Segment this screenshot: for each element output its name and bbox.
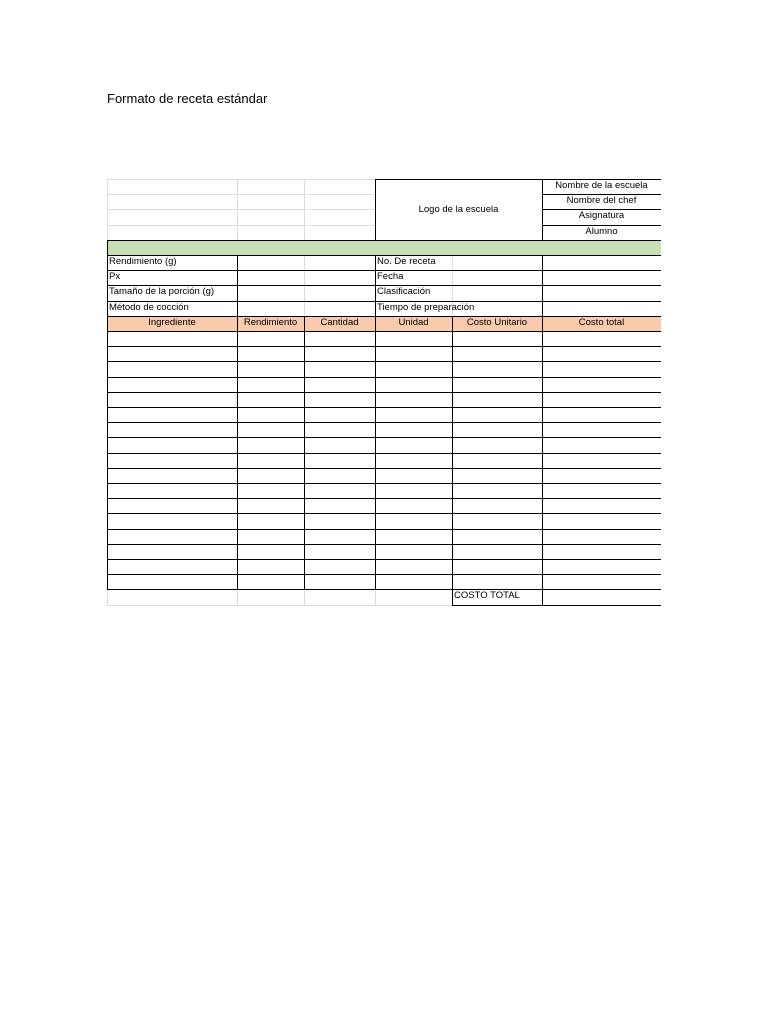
table-cell[interactable] <box>452 453 542 468</box>
table-cell[interactable] <box>304 513 375 529</box>
table-cell[interactable] <box>452 377 542 392</box>
table-cell[interactable] <box>542 361 661 377</box>
border-line <box>107 346 661 347</box>
table-cell[interactable] <box>452 483 542 498</box>
table-cell[interactable] <box>237 529 304 544</box>
table-cell[interactable] <box>375 331 452 346</box>
info-value-left[interactable] <box>237 301 375 316</box>
border-line <box>452 605 661 606</box>
table-cell[interactable] <box>542 346 661 361</box>
table-cell[interactable] <box>237 361 304 377</box>
table-cell[interactable] <box>375 392 452 407</box>
table-cell[interactable] <box>542 437 661 453</box>
table-cell[interactable] <box>107 331 237 346</box>
document-title: Formato de receta estándar <box>107 91 268 106</box>
table-cell[interactable] <box>237 468 304 483</box>
table-cell[interactable] <box>237 513 304 529</box>
table-cell[interactable] <box>375 346 452 361</box>
table-cell[interactable] <box>304 361 375 377</box>
border-line <box>237 255 238 316</box>
table-cell[interactable] <box>375 422 452 437</box>
table-cell[interactable] <box>452 468 542 483</box>
info-value-right[interactable] <box>542 270 661 285</box>
info-label-right: Fecha <box>377 271 404 282</box>
border-line <box>107 270 661 271</box>
table-cell[interactable] <box>542 529 661 544</box>
border-line <box>107 316 661 317</box>
total-label: COSTO TOTAL <box>454 590 520 601</box>
info-value-left[interactable] <box>237 285 375 301</box>
table-cell[interactable] <box>452 346 542 361</box>
table-cell[interactable] <box>375 483 452 498</box>
info-label-left: Px <box>109 271 121 282</box>
table-cell[interactable] <box>304 331 375 346</box>
table-cell[interactable] <box>375 513 452 529</box>
table-cell[interactable] <box>375 559 452 574</box>
column-header: Cantidad <box>320 317 359 328</box>
border-line <box>542 209 661 210</box>
table-cell[interactable] <box>542 331 661 346</box>
border-line <box>107 407 661 408</box>
table-cell[interactable] <box>542 392 661 407</box>
border-line <box>304 316 305 589</box>
border-line <box>107 361 661 362</box>
table-cell[interactable] <box>107 346 237 361</box>
border-line <box>107 285 661 286</box>
table-cell[interactable] <box>237 559 304 574</box>
border-line <box>107 483 661 484</box>
recipe-sheet <box>107 179 661 606</box>
logo-placeholder: Logo de la escuela <box>418 204 499 215</box>
table-cell[interactable] <box>237 422 304 437</box>
border-line <box>107 240 661 241</box>
table-cell[interactable] <box>304 559 375 574</box>
info-label-left: Rendimiento (g) <box>109 256 177 267</box>
table-cell[interactable] <box>452 422 542 437</box>
border-line <box>452 589 453 605</box>
total-value[interactable] <box>542 589 661 605</box>
border-line <box>375 179 661 180</box>
table-cell[interactable] <box>452 529 542 544</box>
column-header: Costo total <box>578 317 625 328</box>
table-cell[interactable] <box>452 392 542 407</box>
info-label-left: Método de cocción <box>109 302 189 313</box>
table-cell[interactable] <box>542 377 661 392</box>
table-cell[interactable] <box>304 453 375 468</box>
table-cell[interactable] <box>542 574 661 589</box>
border-line <box>237 316 238 589</box>
section-band <box>107 240 661 255</box>
table-cell[interactable] <box>375 377 452 392</box>
info-label-right: Tiempo de preparación <box>377 302 475 313</box>
table-cell[interactable] <box>107 483 237 498</box>
info-label-right: No. De receta <box>377 256 436 267</box>
table-cell[interactable] <box>237 377 304 392</box>
table-cell[interactable] <box>107 498 237 513</box>
table-cell[interactable] <box>304 574 375 589</box>
table-cell[interactable] <box>107 513 237 529</box>
table-cell[interactable] <box>107 453 237 468</box>
table-cell[interactable] <box>304 498 375 513</box>
header-field[interactable]: Asignatura <box>542 209 661 225</box>
table-cell[interactable] <box>237 346 304 361</box>
table-cell[interactable] <box>375 498 452 513</box>
table-cell[interactable] <box>237 437 304 453</box>
table-cell[interactable] <box>107 377 237 392</box>
table-cell[interactable] <box>375 574 452 589</box>
table-cell[interactable] <box>304 422 375 437</box>
table-cell[interactable] <box>107 529 237 544</box>
table-cell[interactable] <box>304 544 375 559</box>
border-line <box>542 255 543 316</box>
table-cell[interactable] <box>542 513 661 529</box>
table-cell[interactable] <box>107 407 237 422</box>
border-line <box>107 574 661 575</box>
border-line <box>542 589 543 605</box>
table-cell[interactable] <box>237 331 304 346</box>
table-cell[interactable] <box>452 574 542 589</box>
column-header: Costo Unitario <box>466 317 528 328</box>
table-cell[interactable] <box>542 468 661 483</box>
table-cell[interactable] <box>107 392 237 407</box>
border-line <box>542 194 661 195</box>
table-cell[interactable] <box>107 559 237 574</box>
table-cell[interactable] <box>375 453 452 468</box>
header-field[interactable]: Nombre del chef <box>542 194 661 209</box>
table-cell[interactable] <box>237 453 304 468</box>
column-header: Ingrediente <box>148 317 196 328</box>
border-line <box>107 468 661 469</box>
table-cell[interactable] <box>237 574 304 589</box>
table-cell[interactable] <box>452 331 542 346</box>
table-cell[interactable] <box>452 361 542 377</box>
info-label-left: Tamaño de la porción (g) <box>109 286 215 297</box>
info-value-right[interactable] <box>542 255 661 270</box>
table-cell[interactable] <box>304 346 375 361</box>
border-line <box>452 316 453 589</box>
table-cell[interactable] <box>107 361 237 377</box>
table-cell[interactable] <box>237 498 304 513</box>
table-cell[interactable] <box>304 392 375 407</box>
table-cell[interactable] <box>304 407 375 422</box>
border-line <box>107 589 661 590</box>
table-cell[interactable] <box>304 529 375 544</box>
table-cell[interactable] <box>542 498 661 513</box>
table-cell[interactable] <box>452 544 542 559</box>
table-cell[interactable] <box>237 544 304 559</box>
table-cell[interactable] <box>237 483 304 498</box>
table-cell[interactable] <box>107 544 237 559</box>
table-cell[interactable] <box>304 468 375 483</box>
border-line <box>107 437 661 438</box>
table-cell[interactable] <box>452 498 542 513</box>
border-line <box>107 331 661 332</box>
border-line <box>107 301 661 302</box>
column-header: Rendimiento <box>243 317 298 328</box>
table-cell[interactable] <box>452 437 542 453</box>
table-cell[interactable] <box>375 544 452 559</box>
table-cell[interactable] <box>107 468 237 483</box>
table-cell[interactable] <box>375 361 452 377</box>
table-cell[interactable] <box>452 513 542 529</box>
table-cell[interactable] <box>542 453 661 468</box>
info-label-right: Clasificación <box>377 286 431 297</box>
border-line <box>375 179 376 240</box>
border-line <box>107 559 661 560</box>
table-cell[interactable] <box>452 559 542 574</box>
info-value-right[interactable] <box>542 285 661 301</box>
table-cell[interactable] <box>304 483 375 498</box>
table-cell[interactable] <box>107 422 237 437</box>
table-cell[interactable] <box>542 559 661 574</box>
table-cell[interactable] <box>107 437 237 453</box>
border-line <box>375 316 376 589</box>
table-cell[interactable] <box>375 407 452 422</box>
header-field[interactable]: Nombre de la escuela <box>542 179 661 194</box>
border-line <box>107 240 108 589</box>
border-line <box>107 377 661 378</box>
table-cell[interactable] <box>375 529 452 544</box>
table-cell[interactable] <box>107 574 237 589</box>
table-cell[interactable] <box>542 483 661 498</box>
header-field[interactable]: Alumno <box>542 225 661 240</box>
table-cell[interactable] <box>375 468 452 483</box>
info-value-left[interactable] <box>237 270 375 285</box>
border-line <box>107 255 661 256</box>
border-line <box>107 392 661 393</box>
border-line <box>375 255 376 316</box>
border-line <box>107 529 661 530</box>
border-line <box>542 316 543 589</box>
table-cell[interactable] <box>452 407 542 422</box>
border-line <box>107 544 661 545</box>
table-cell[interactable] <box>542 422 661 437</box>
border-line <box>542 225 661 226</box>
border-line <box>107 453 661 454</box>
table-cell[interactable] <box>304 377 375 392</box>
column-header: Unidad <box>398 317 429 328</box>
table-cell[interactable] <box>304 437 375 453</box>
table-cell[interactable] <box>542 544 661 559</box>
info-value-right[interactable] <box>542 301 661 316</box>
table-cell[interactable] <box>375 437 452 453</box>
border-line <box>107 498 661 499</box>
info-value-left[interactable] <box>237 255 375 270</box>
border-line <box>107 422 661 423</box>
table-cell[interactable] <box>237 407 304 422</box>
border-line <box>107 513 661 514</box>
table-cell[interactable] <box>542 407 661 422</box>
table-cell[interactable] <box>237 392 304 407</box>
